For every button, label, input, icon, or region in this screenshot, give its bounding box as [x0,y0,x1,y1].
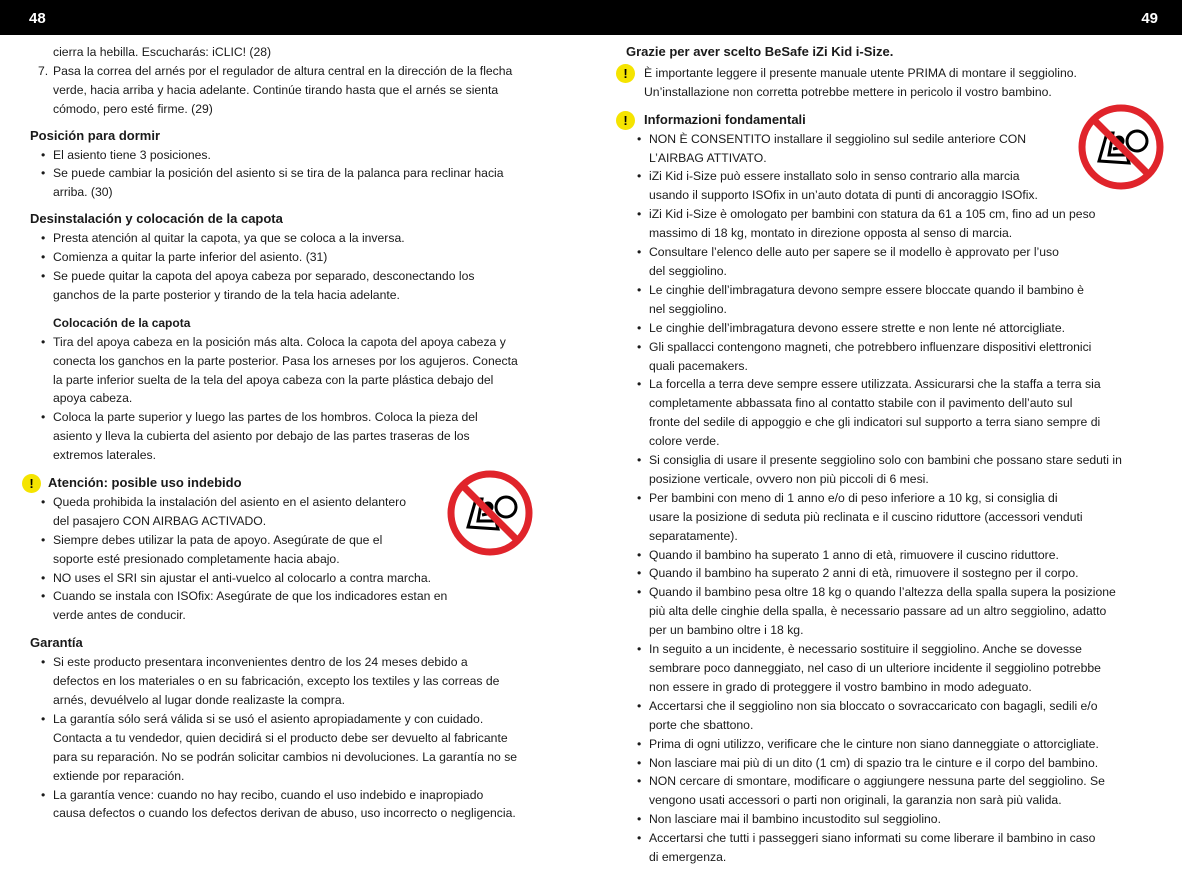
list-item-line: Cuando se instala con ISOfix: Asegúrate de que los indicadores estan en [53,589,448,604]
list-item [30,164,560,202]
list-item-line: Queda prohibida la instalación del asiento en el asiento delantero [53,494,407,509]
bullet-icon: • [41,268,46,283]
intro-line: cierra la hebilla. Escucharás: iCLIC! (28) [53,45,272,59]
list-item [30,569,560,588]
list-item [30,146,560,165]
bullet-icon: • [637,339,642,354]
warranty-heading: Garantía [30,635,83,651]
notice-block [623,64,1166,102]
list-item [626,281,1166,319]
list-item [30,333,560,409]
bullet-icon: • [41,655,46,670]
notice-exclamation-icon: ! [616,64,635,83]
list-item-line: Presta atención al quitar la capota, ya que se coloca a la inversa. [53,231,405,246]
list-item-line: separatamente). [649,528,738,543]
list-item-line: massimo di 18 kg, montato in direzione opposta al senso di marcia. [649,226,1013,241]
text-line: cómodo, pero esté firme. (29) [53,101,213,116]
bullet-icon: • [41,250,46,265]
list-item-line: Si consiglia di usare il presente seggiolino solo con bambini che possano stare seduti in [649,453,1122,468]
text-line: È importante leggere il presente manuale utente PRIMA di montare il seggiolino. [644,65,1077,80]
warning-heading: Atención: posible uso indebido [48,475,242,491]
list-item [626,546,1166,565]
bullet-icon: • [41,711,46,726]
list-item-line: Si este producto presentara inconvenientes dentro de los 24 meses debido a [53,655,468,670]
bullet-icon: • [41,231,46,246]
bullet-icon: • [637,169,642,184]
bullet-icon: • [41,410,46,425]
info-list [626,130,1166,867]
list-item-line: La garantía sólo será válida si se usó el asiento apropiadamente y con cuidado. [53,711,484,726]
page-number-right: 49 [1141,10,1158,27]
list-item-line: nel seggiolino. [649,301,727,316]
list-item-line: posizione verticale, ovvero non più piccoli di 6 mesi. [649,471,929,486]
list-item-line: Quando il bambino ha superato 2 anni di età, rimuovere il sostegno per il corpo. [649,566,1079,581]
bullet-icon: • [637,490,642,505]
list-item-line: più alta delle cinghie della spalla, è necessario passare ad un altro seggiolino, adatto [649,604,1107,619]
list-item [626,810,1166,829]
list-item-line: colore verde. [649,434,720,449]
bullet-icon: • [41,589,46,604]
list-item-line: apoya cabeza. [53,391,133,406]
bullet-icon: • [637,698,642,713]
list-item-line: extiende por reparación. [53,768,185,783]
list-item-line: extremos laterales. [53,448,156,463]
list-item-line: Per bambini con meno di 1 anno e/o di peso inferiore a 10 kg, si consiglia di [649,490,1058,505]
no-airbag-prohibition-icon-right [1077,103,1165,191]
list-item-line: usare la posizione di seduta più reclinata e il cuscino riduttore (accessori venduti [649,509,1083,524]
bullet-icon: • [637,377,642,392]
list-item-line: del seggiolino. [649,263,727,278]
text-line: verde, hacia arriba y hacia adelante. Continúe tirando hasta que el arnés se sienta [53,82,499,97]
list-item [30,229,560,248]
list-item-line: soporte esté presionado completamente hacia abajo. [53,551,340,566]
list-item-line: ganchos de la parte posterior y tirando de la tela hacia adelante. [53,287,400,302]
no-airbag-prohibition-icon [446,469,534,557]
list-item-line: defectos en los materiales o en su fabricación, excepto los textiles y las correas de [53,674,500,689]
list-item [626,319,1166,338]
list-item-line: Accertarsi che il seggiolino non sia bloccato o sovraccaricato con bagagli, sedili e/o [649,698,1098,713]
bullet-icon: • [637,642,642,657]
bullet-icon: • [41,532,46,547]
bullet-icon: • [637,547,642,562]
bullet-icon: • [637,774,642,789]
list-item-line: Le cinghie dell’imbragatura devono sempre essere bloccate quando il bambino è [649,282,1084,297]
warranty-list [30,653,560,823]
list-item-line: non essere in grado di proteggere il vostro bambino in modo adeguato. [649,679,1032,694]
page-header-bar [0,0,1182,35]
list-item [626,772,1166,810]
sleep-list [30,146,560,203]
list-item [626,583,1166,640]
list-item-line: verde antes de conducir. [53,608,186,623]
uninstall-list [30,229,560,305]
list-item-line: Non lasciare mai il bambino incustodito sul seggiolino. [649,812,941,827]
list-item-line: porte che sbattono. [649,717,754,732]
list-item [626,451,1166,489]
list-item-line: la parte inferior suelta de la tela del apoya cabeza con la parte plástica debajo del [53,372,494,387]
list-item-line: El asiento tiene 3 posiciones. [53,147,211,162]
bullet-icon: • [41,494,46,509]
bullet-icon: • [637,282,642,297]
list-item [30,408,560,465]
list-item [626,375,1166,451]
warning-exclamation-icon: ! [22,474,41,493]
list-item-line: La garantía vence: cuando no hay recibo, cuando el uso indebido e inapropiado [53,787,484,802]
list-item-line: vengono usati accessori o parti non originali, la garanzia non sarà più valida. [649,793,1062,808]
bullet-icon: • [637,566,642,581]
text-line: Un’installazione non corretta potrebbe mettere in pericolo il vostro bambino. [644,84,1052,99]
list-item-line: Comienza a quitar la parte inferior del asiento. (31) [53,250,328,265]
bullet-icon: • [637,245,642,260]
list-item-line: iZi Kid i-Size può essere installato solo in senso contrario alla marcia [649,169,1020,184]
list-item-line: Accertarsi che tutti i passeggeri siano informati su come liberare il bambino in caso [649,831,1096,846]
list-item [626,564,1166,583]
list-item [626,243,1166,281]
bullet-icon: • [637,131,642,146]
list-item-line: conecta los ganchos en la parte posterior. Pasa los arneses por los agujeros. Conecta [53,353,518,368]
list-item-line: iZi Kid i-Size è omologato per bambini con statura da 61 a 105 cm, fino ad un peso [649,207,1096,222]
list-item-line: Se puede quitar la capota del apoya cabeza por separado, desconectando los [53,268,475,283]
list-item [30,248,560,267]
list-item-line: NON cercare di smontare, modificare o aggiungere nessuna parte del seggiolino. Se [649,774,1105,789]
bullet-icon: • [41,787,46,802]
list-item-line: Quando il bambino pesa oltre 18 kg o quando l’altezza della spalla supera la posizione [649,585,1116,600]
list-item-line: causa defectos o cuando los defectos derivan de abuso, uso incorrecto o negligencia. [53,806,516,821]
list-item-line: NON È CONSENTITO installare il seggiolino sul sedile anteriore CON [649,131,1027,146]
list-item-line: per un bambino oltre i 18 kg. [649,623,804,638]
canopy-list [30,333,560,465]
bullet-icon: • [41,570,46,585]
list-item [30,786,560,824]
list-item [626,489,1166,546]
list-item-line: Gli spallacci contengono magneti, che potrebbero influenzare dispositivi elettronici [649,339,1092,354]
info-heading: Informazioni fondamentali [644,111,806,127]
list-item-line: fronte del sedile di appoggio e che gli indicatori sul supporto a terra siano sempre di [649,415,1101,430]
list-item [30,653,560,710]
list-item-line: del pasajero CON AIRBAG ACTIVADO. [53,513,267,528]
list-item [626,735,1166,754]
list-item-line: para su reparación. No se podrán solicitar cambios ni devoluciones. La garantía no se [53,749,518,764]
list-item [626,640,1166,697]
bullet-icon: • [41,334,46,349]
step-number: 7. [38,63,49,78]
list-item-line: Prima di ogni utilizzo, verificare che le cinture non siano danneggiate o attorcigliate. [649,736,1099,751]
list-item-line: L’AIRBAG ATTIVATO. [649,150,767,165]
list-item-line: Se puede cambiar la posición del asiento si se tira de la palanca para reclinar hacia [53,166,504,181]
list-item-line: arnés, devuélvelo al lugar donde realizaste la compra. [53,693,345,707]
bullet-icon: • [41,166,46,181]
list-item-line: In seguito a un incidente, è necessario sostituire il seggiolino. Anche se dovesse [649,642,1082,657]
list-item-line: NO uses el SRI sin ajustar el anti-vuelco al colocarlo a contra marcha. [53,570,431,585]
bullet-icon: • [637,585,642,600]
bullet-icon: • [637,453,642,468]
list-item [626,338,1166,376]
text-line: Pasa la correa del arnés por el regulador de altura central en la dirección de la flecha [53,63,513,78]
list-item-line: completamente abbassata fino al contatto stabile con il pavimento dell’auto sul [649,396,1073,411]
list-item [626,754,1166,773]
bullet-icon: • [41,147,46,162]
list-item-line: Le cinghie dell’imbragatura devono essere strette e non lente né attorcigliate. [649,320,1065,335]
list-item [30,710,560,786]
list-item-line: usando il supporto ISOfix in un’auto dotata di punti di ancoraggio ISOfix. [649,188,1038,203]
bullet-icon: • [637,320,642,335]
list-item-line: Quando il bambino ha superato 1 anno di età, rimuovere il cuscino riduttore. [649,547,1059,562]
list-item-line: Consultare l’elenco delle auto per sapere se il modello è approvato per l’uso [649,245,1059,260]
right-page-title: Grazie per aver scelto BeSafe iZi Kid i-Size. [626,44,894,59]
canopy-heading: Colocación de la capota [53,315,191,330]
list-item-line: Tira del apoya cabeza en la posición más alta. Coloca la capota del apoya cabeza y [53,334,506,349]
info-section [623,111,1166,867]
info-exclamation-icon: ! [616,111,635,130]
bullet-icon: • [637,755,642,770]
sleep-heading: Posición para dormir [30,127,161,143]
list-item [626,829,1166,867]
list-item-line: La forcella a terra deve sempre essere utilizzata. Assicurarsi che la staffa a terra sia [649,377,1101,392]
bullet-icon: • [637,207,642,222]
list-item [30,587,560,625]
bullet-icon: • [637,831,642,846]
list-item-line: arriba. (30) [53,185,113,200]
list-item-line: Contacta a tu vendedor, quien decidirá si el producto debe ser devuelto al fabricante [53,730,508,745]
bullet-icon: • [637,812,642,827]
step-7 [30,62,560,119]
bullet-icon: • [637,736,642,751]
list-item [626,205,1166,243]
left-page-content [30,43,560,823]
list-item-line: Coloca la parte superior y luego las partes de los hombros. Coloca la pieza del [53,410,478,425]
list-item-line: Siempre debes utilizar la pata de apoyo. Asegúrate de que el [53,532,383,547]
page-number-left: 48 [29,10,46,27]
list-item-line: di emergenza. [649,850,727,865]
list-item [30,267,560,305]
list-item-line: asiento y lleva la cubierta del asiento por debajo de las partes traseras de los [53,429,470,444]
list-item-line: Non lasciare mai più di un dito (1 cm) di spazio tra le cinture e il corpo del bambino. [649,755,1099,770]
list-item [626,697,1166,735]
list-item-line: sembrare poco danneggiato, nel caso di un ulteriore incidente il seggiolino potrebbe [649,661,1101,675]
list-item-line: quali pacemakers. [649,358,748,373]
uninstall-heading: Desinstalación y colocación de la capota [30,211,283,227]
